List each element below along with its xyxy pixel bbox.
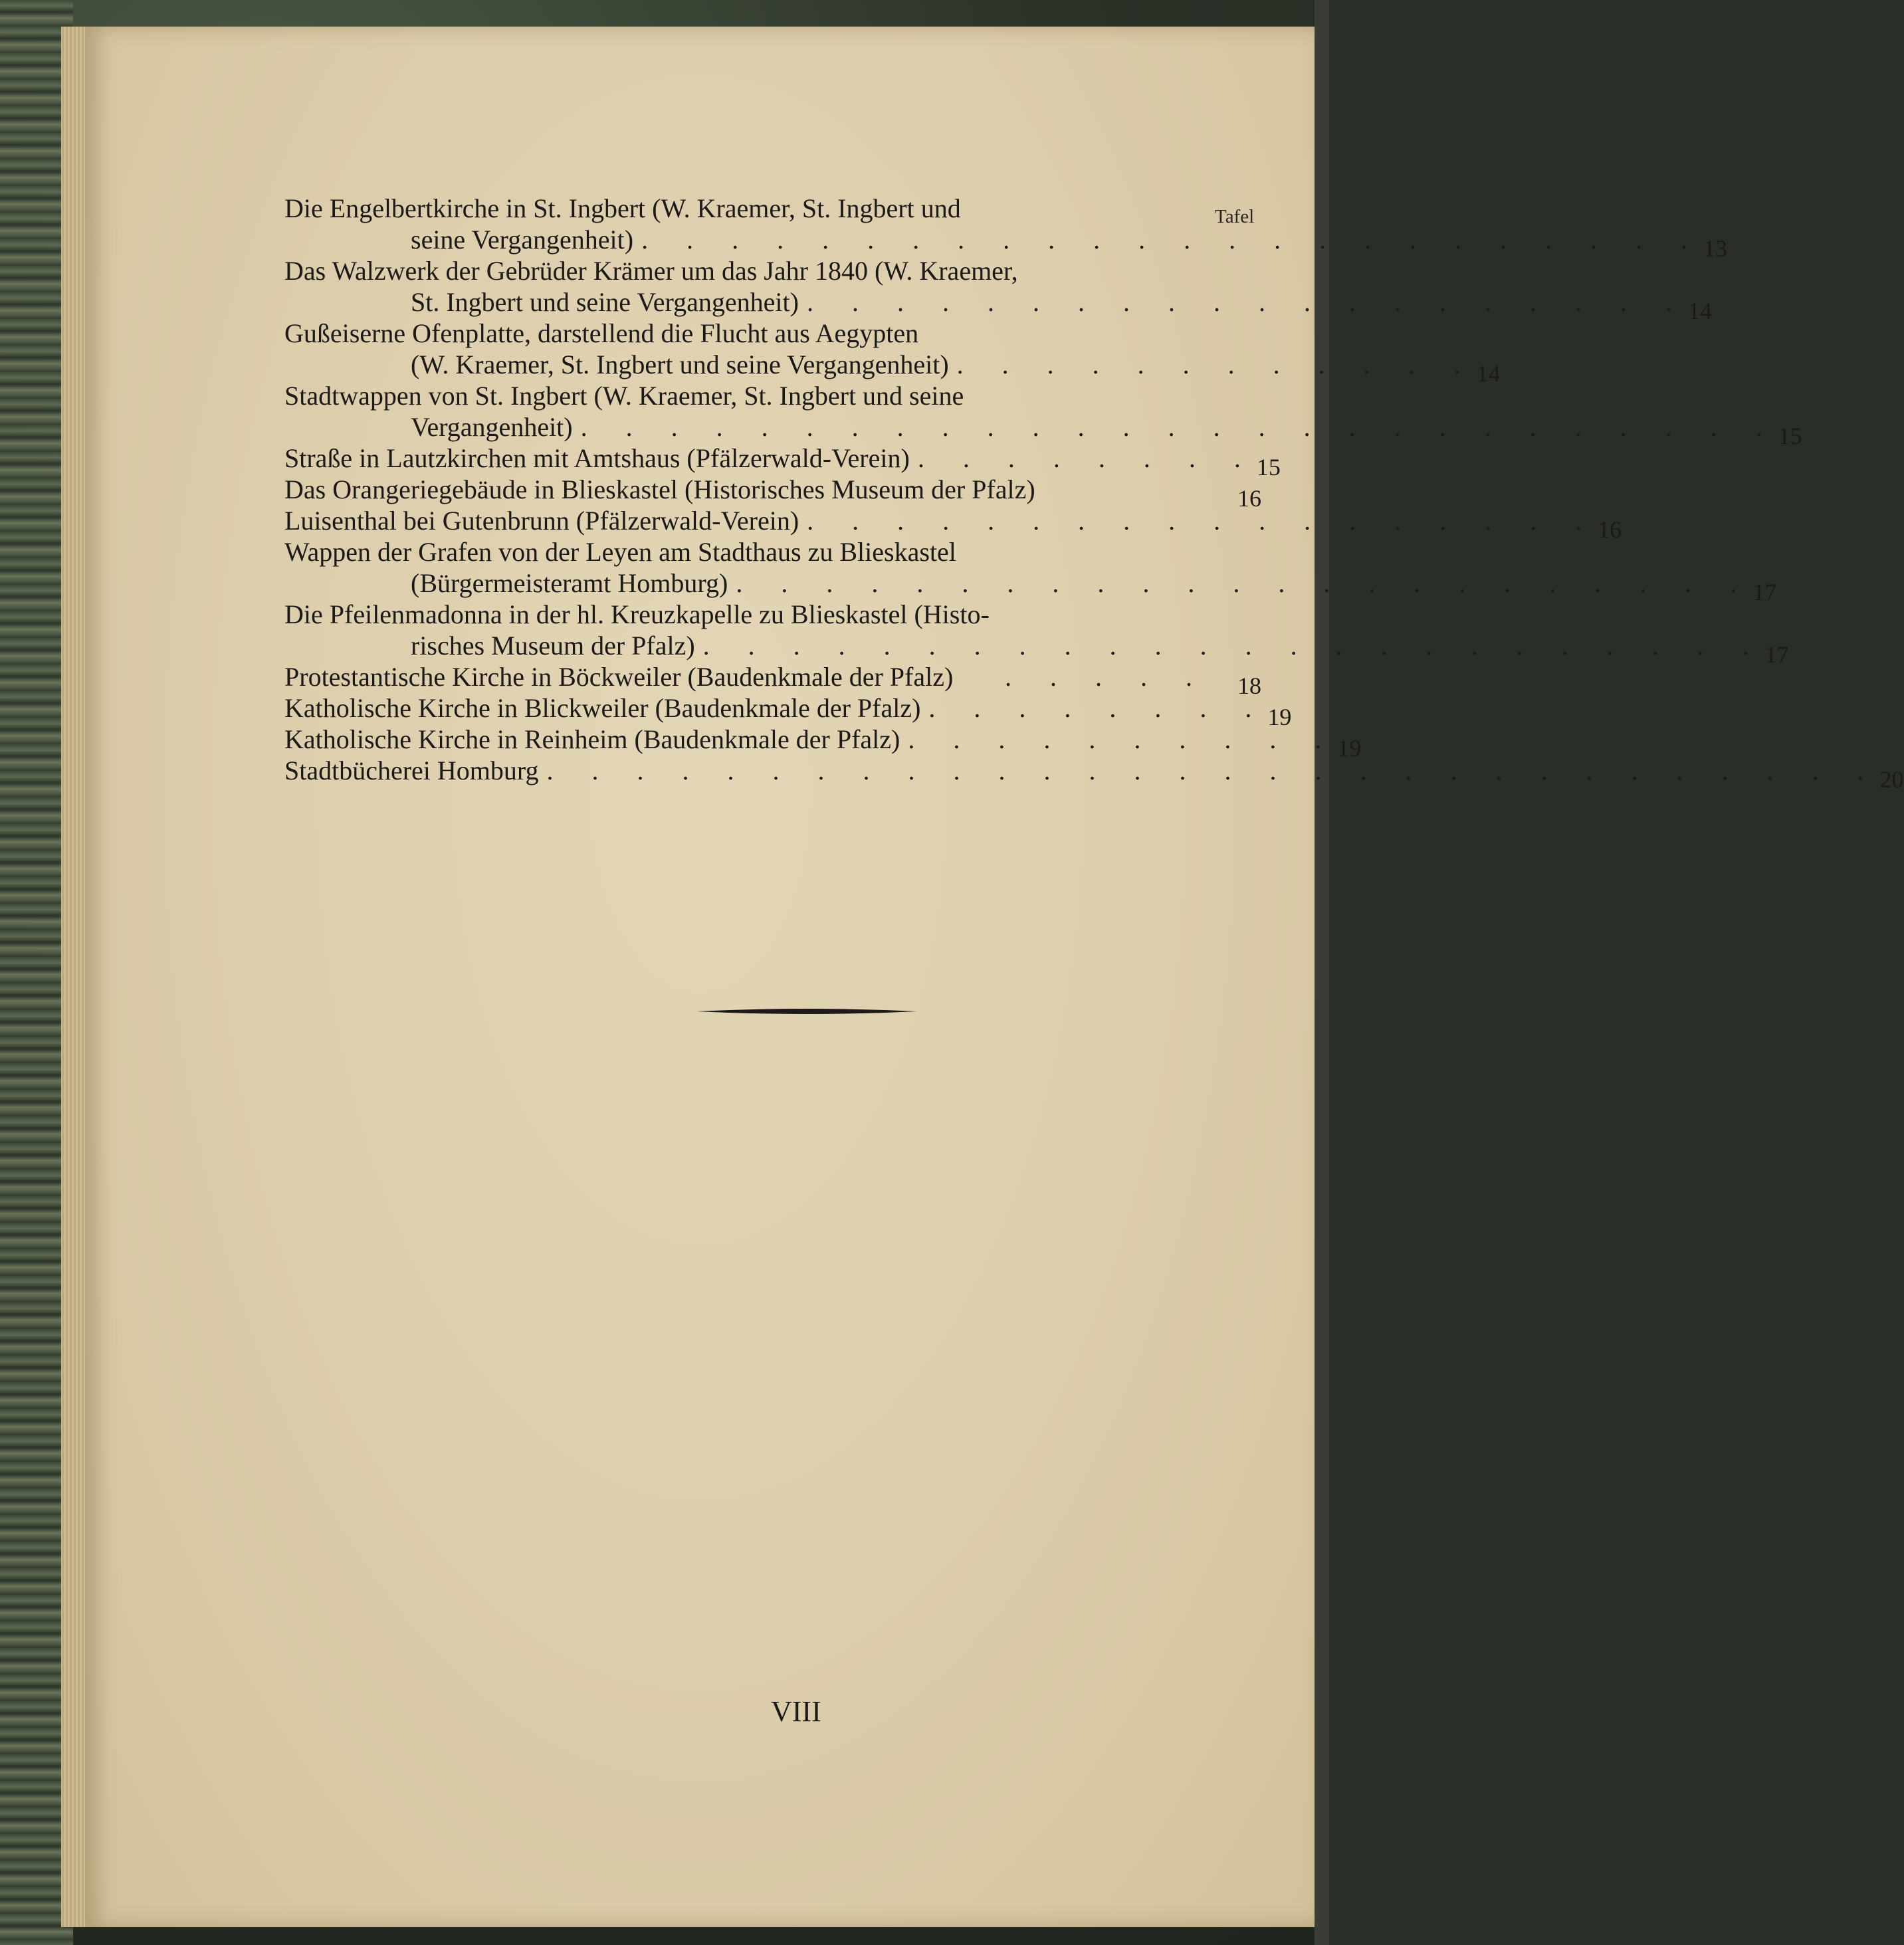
- book-page: [85, 27, 1904, 1927]
- toc-entry: [284, 255, 1712, 324]
- decorative-rule: [696, 1007, 917, 1015]
- dot-leader: . . . . . . . . . . . . . . . . . . . .: [806, 287, 1688, 317]
- toc-entry-text: Wappen der Grafen von der Leyen am Stadthaus zu Blieskastel: [284, 537, 956, 567]
- toc-entry: [284, 505, 1622, 543]
- toc-entry-text: risches Museum der Pfalz): [411, 631, 695, 661]
- toc-line: [284, 443, 1281, 480]
- plate-number: 15: [1778, 423, 1802, 449]
- toc-line: [284, 380, 1261, 411]
- toc-line: [284, 724, 1362, 762]
- toc-line: [284, 411, 1802, 449]
- toc-entry-text: seine Vergangenheit): [411, 225, 634, 255]
- toc-entry-text: Stadtwappen von St. Ingbert (W. Kraemer, St. Ingbert und seine: [284, 381, 964, 411]
- toc-entry-text: Das Orangeriegebäude in Blieskastel (Historisches Museum der Pfalz): [284, 474, 1035, 504]
- toc-entry: [284, 724, 1362, 762]
- toc-line: [284, 567, 1777, 605]
- plate-number: 14: [1476, 360, 1501, 387]
- toc-line: [284, 630, 1789, 668]
- toc-entry-text: St. Ingbert und seine Vergangenheit): [411, 287, 799, 317]
- dot-leader: . . . . .: [1005, 662, 1208, 692]
- toc-entry-text: Katholische Kirche in Blickweiler (Baudenkmale der Pfalz): [284, 693, 921, 723]
- toc-entry: [284, 599, 1789, 668]
- list-of-plates: [284, 193, 1904, 793]
- plate-number: 18: [1237, 672, 1261, 699]
- toc-entry: [284, 755, 1904, 793]
- plate-number: 16: [1598, 516, 1622, 543]
- plate-number: 14: [1687, 298, 1712, 324]
- plate-number: 15: [1256, 454, 1281, 480]
- toc-entry: [284, 536, 1777, 605]
- toc-line: [284, 755, 1904, 793]
- dot-leader: . . . . . . . . . . . . . . . . . . . . . . .: [736, 568, 1753, 598]
- toc-entry-text: Luisenthal bei Gutenbrunn (Pfälzerwald-Verein): [284, 506, 799, 536]
- toc-entry-text: Vergangenheit): [411, 412, 573, 442]
- toc-entry: [284, 661, 1261, 699]
- toc-entry-text: Die Pfeilenmadonna in der hl. Kreuzkapelle zu Blieskastel (Histo-: [284, 599, 990, 629]
- toc-entry: [284, 474, 1261, 512]
- toc-entry-text: (W. Kraemer, St. Ingbert und seine Vergangenheit): [411, 350, 949, 379]
- toc-entry: [284, 443, 1281, 480]
- dot-leader: . . . . . . . . . .: [908, 724, 1338, 754]
- toc-entry: [284, 318, 1501, 387]
- dot-leader: . . . . . . . . . . . . . . . . . . . . . . . .: [641, 225, 1704, 255]
- plate-number: 13: [1703, 235, 1728, 262]
- dot-leader: . . . . . . . . . . . . . . . . . .: [807, 506, 1598, 536]
- toc-entry-text: (Bürgermeisteramt Homburg): [411, 568, 728, 598]
- plate-number: 17: [1764, 641, 1789, 668]
- toc-line: [284, 193, 1261, 224]
- toc-line: [284, 286, 1712, 324]
- toc-entry-text: Straße in Lautzkirchen mit Amtshaus (Pfälzerwald-Verein): [284, 443, 910, 473]
- toc-line: [284, 474, 1261, 512]
- toc-line: [284, 255, 1261, 286]
- toc-entry: [284, 193, 1728, 262]
- toc-line: [284, 505, 1622, 543]
- plate-number: 17: [1752, 579, 1777, 605]
- page-stack-edge: [61, 27, 88, 1927]
- dot-leader: . . . . . . . .: [928, 693, 1268, 723]
- toc-entry: [284, 380, 1802, 449]
- plate-column-header: Tafel: [1215, 206, 1255, 227]
- page-number: VIII: [771, 1695, 821, 1728]
- toc-entry-text: Das Walzwerk der Gebrüder Krämer um das Jahr 1840 (W. Kraemer,: [284, 256, 1018, 286]
- dot-leader: . . . . . . . . . . . . . . . . . . . . . . . . . . . . . .: [546, 756, 1880, 785]
- toc-entry-text: Protestantische Kirche in Böckweiler (Baudenkmale der Pfalz): [284, 662, 954, 692]
- plate-number: 16: [1237, 485, 1261, 512]
- plate-number: 19: [1337, 735, 1362, 762]
- toc-line: [284, 536, 1261, 567]
- toc-entry: [284, 692, 1292, 730]
- plate-number: 19: [1267, 704, 1292, 730]
- toc-entry-text: Gußeiserne Ofenplatte, darstellend die Flucht aus Aegypten: [284, 318, 919, 348]
- toc-line: [284, 661, 1261, 699]
- toc-line: [284, 599, 1261, 630]
- toc-entry-text: Die Engelbertkirche in St. Ingbert (W. Kraemer, St. Ingbert und: [284, 193, 961, 223]
- dot-leader: . . . . . . . . . . . . . . . . . . . . . . . . . . .: [580, 412, 1778, 442]
- dot-leader: . . . . . . . .: [917, 443, 1257, 473]
- toc-line: [284, 224, 1728, 262]
- toc-line: [284, 349, 1501, 387]
- plate-number: 20: [1879, 766, 1904, 793]
- toc-line: [284, 692, 1292, 730]
- toc-entry-text: Stadtbücherei Homburg: [284, 756, 539, 785]
- dot-leader: . . . . . . . . . . . .: [956, 350, 1477, 379]
- dot-leader: . . . . . . . . . . . . . . . . . . . . . . . .: [702, 631, 1765, 661]
- toc-entry-text: Katholische Kirche in Reinheim (Baudenkmale der Pfalz): [284, 724, 900, 754]
- toc-line: [284, 318, 1261, 349]
